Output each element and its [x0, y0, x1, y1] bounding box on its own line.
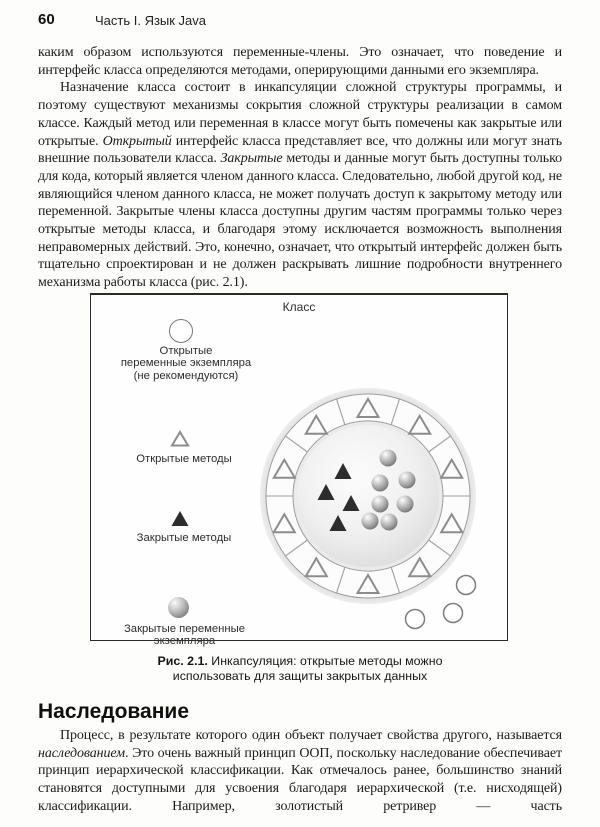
- caption-label: Рис. 2.1.: [157, 654, 208, 668]
- section-heading: Наследование: [38, 700, 190, 723]
- open-circle-icon: [169, 319, 193, 343]
- caption-text-line2: использовать для защиты закрытых данных: [172, 669, 428, 683]
- figure-caption: [0, 654, 600, 684]
- legend-label: Открытые переменные экземпляра (не рекомендуются): [120, 345, 252, 382]
- body-text: [38, 44, 562, 292]
- inheritance-text: [38, 727, 562, 816]
- filled-sphere-icon: [168, 597, 189, 618]
- page-number: 60: [38, 11, 55, 28]
- legend-label: Открытые методы: [136, 453, 232, 465]
- paragraph-1: каким образом используются переменные-члены. Это означает, что поведение и интерфейс класса определяются методами, оперирующими данными его экземпляра.: [38, 45, 562, 78]
- caption-text-line1: Инкапсуляция: открытые методы можно: [211, 654, 443, 668]
- open-triangle-icon: [170, 430, 190, 447]
- chapter-title: Часть I. Язык Java: [95, 13, 207, 28]
- page-header: [38, 11, 562, 31]
- legend-label: Закрытые методы: [136, 532, 232, 544]
- paragraph-3: Процесс, в результате которого один объект получает свойства другого, называется наследованием. Это очень важный принцип ООП, поскольку наследование обеспечивает принцип иерархической классификации. Как отмечалось ранее, большинство знаний становятся доступными для усвоения благодаря иерархической (т.е. нисходящей) классификации. Например, золотистый ретривер — часть: [38, 728, 562, 814]
- paragraph-2: Назначение класса состоит в инкапсуляции сложной структуры программы, и поэтому существуют механизмы сокрытия сложной структуры реализации в самом классе. Каждый метод или переменная в классе могут быть помечены как закрытые или открытые. Открытый интерфейс класса представляет все, что должны или могут знать внешние пользователи класса. Закрытые методы и данные могут быть доступны только для кода, который является членом данного класса. Следовательно, любой другой код, не являющийся членом данного класса, не может получать доступ к закрытому методу или переменной. Закрытые члены класса доступны другим частям программы только через открытые методы класса, и благодаря этому исключается возможность выполнения неправомерных действий. Это, конечно, означает, что открытый интерфейс должен быть тщательно спроектирован и не должен раскрывать лишние подробности внутреннего механизма работы класса (рис. 2.1).: [38, 80, 562, 291]
- filled-triangle-icon: [170, 510, 190, 527]
- legend-label: Закрытые переменные экземпляра: [123, 623, 246, 648]
- figure-title: Класс: [282, 300, 316, 314]
- figure-box: [90, 293, 508, 648]
